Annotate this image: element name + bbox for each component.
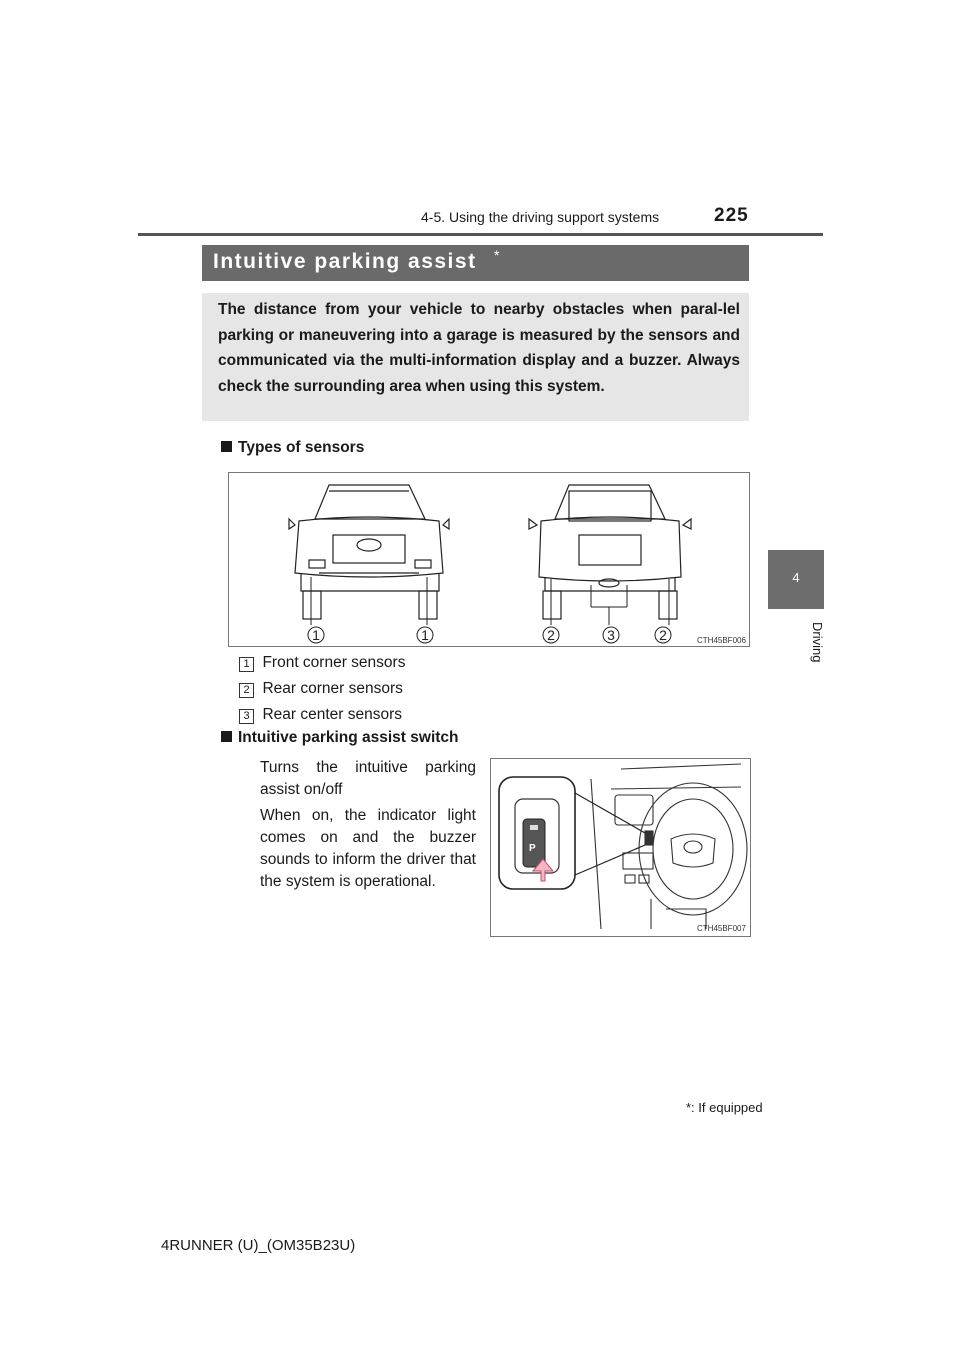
square-bullet-icon: [221, 441, 232, 452]
sensor-label: Rear center sensors: [262, 706, 403, 723]
switch-indicator-text: When on, the indicator light comes on and the buzzer sounds to inform the driver that the system is operational.: [260, 807, 476, 890]
sensor-list-item: [239, 706, 402, 724]
header-rule: [138, 233, 823, 236]
switch-heading-text: Intuitive parking assist switch: [238, 729, 459, 746]
sensor-figure: [228, 472, 750, 647]
page-number: 225: [714, 205, 749, 226]
figure-code: CTH45BF007: [697, 924, 746, 933]
dashboard-illustration: [491, 759, 750, 936]
sensor-list-item: [239, 654, 405, 672]
section-header: 4-5. Using the driving support systems: [421, 209, 660, 225]
intro-text: The distance from your vehicle to nearby obstacles when paral-lel parking or maneuvering into a garage is measured by the sensors and communicated via the multi-information display and a buzzer. Always check the surrounding area when using this system.: [218, 301, 740, 395]
figure-code: CTH45BF006: [697, 636, 746, 645]
sensor-label: Rear corner sensors: [262, 680, 403, 697]
sensor-list-item: [239, 680, 403, 698]
sensor-callout: 1: [312, 627, 320, 643]
number-badge: 3: [239, 709, 254, 724]
switch-description: Turns the intuitive parking assist on/off: [260, 759, 476, 798]
sensor-callout: 1: [421, 627, 429, 643]
chapter-tab-label: Driving: [810, 622, 825, 663]
footnote: *: If equipped: [686, 1100, 763, 1115]
sensor-callout: 2: [547, 627, 555, 643]
equipped-star-icon: *: [494, 247, 500, 263]
sensor-callout: 2: [659, 627, 667, 643]
footer-model: 4RUNNER (U)_(OM35B23U): [161, 1237, 356, 1254]
chapter-tab-number: 4: [792, 570, 800, 585]
sensor-label: Front corner sensors: [262, 654, 406, 671]
sensors-heading-text: Types of sensors: [238, 439, 365, 456]
svg-text:P: P: [529, 843, 536, 854]
sensor-callout: 3: [607, 627, 615, 643]
switch-heading: [221, 729, 459, 747]
vehicle-illustration: [229, 473, 749, 646]
number-badge: 2: [239, 683, 254, 698]
switch-figure: [490, 758, 751, 937]
page-title: Intuitive parking assist: [213, 250, 477, 273]
number-badge: 1: [239, 657, 254, 672]
sensors-heading: [221, 439, 364, 457]
square-bullet-icon: [221, 731, 232, 742]
